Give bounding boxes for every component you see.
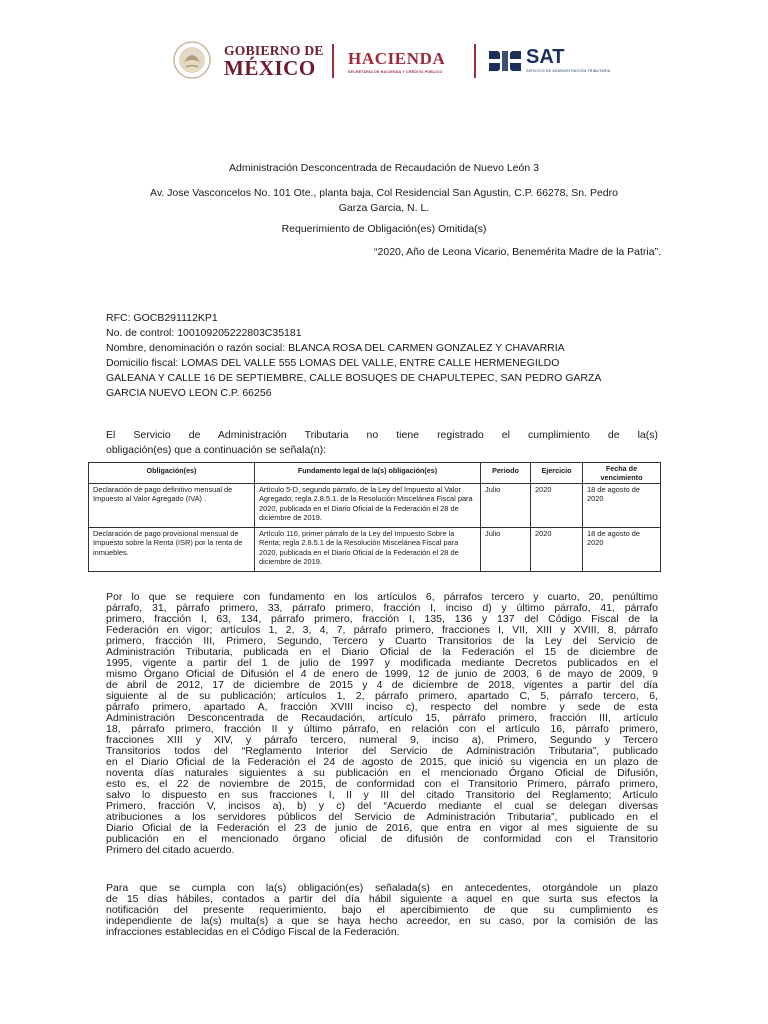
cell-ejercicio: 2020 — [531, 484, 583, 528]
paragraph-line: párrafo primero, apartado A, fracción XVIII inciso c), respecto del nombre y sede de esta — [106, 701, 658, 713]
paragraph-line: párrafo, 31, párrafo primero, 33, párrafo primero, fracción I, inciso d) y último párrafo, 41, párrafo — [106, 602, 658, 614]
paragraph-line: Primero, fracción V, incisos a), b) y c) del “Acuerdo mediante el cual se delegan diversas — [106, 800, 658, 812]
fiscal-address-line1: Domicilio fiscal: LOMAS DEL VALLE 555 LOMAS DEL VALLE, ENTRE CALLE HERMENEGILDO — [106, 357, 560, 369]
cell-periodo: Julio — [481, 528, 531, 572]
paragraph-line: de 15 días hábiles, contados a partir del día hábil siguiente a aquel en que surta sus efectos la — [106, 893, 658, 905]
cell-vencimiento: 18 de agosto de 2020 — [583, 484, 661, 528]
paragraph-line: Administración Desconcentrada de Recaudación, artículo 15, párrafo primero, fracción III, artículo — [106, 712, 658, 724]
header-fecha-line2: vencimiento — [600, 473, 643, 482]
cell-obligacion: Declaración de pago definitivo mensual de Impuesto al Valor Agregado (IVA) . — [89, 484, 255, 528]
paragraph-line: 18, párrafo primero, fracción II y último párrafo, en relación con el artículo 16, párrafo primero, — [106, 723, 658, 735]
paragraph-line: Diario Oficial de la Federación el 23 de junio de 2016, que entra en vigor al mes siguiente de su — [106, 822, 658, 834]
paragraph-line: publicación en el mencionado órgano oficial de difusión de conformidad con el Transitorio — [106, 833, 658, 845]
logo-divider — [474, 44, 476, 78]
letterhead — [168, 38, 638, 84]
cell-fundamento: Artículo 5-D, segundo párrafo, de la Ley del Impuesto al Valor Agregado; regla 2.8.5.1. de la Resolución Miscelánea Fiscal para 2020, publicada en el Diario Oficial de la Federación el 28 de diciembre de 2019. — [255, 484, 481, 528]
cell-ejercicio: 2020 — [531, 528, 583, 572]
cell-periodo: Julio — [481, 484, 531, 528]
paragraph-line: esto es, el 22 de noviembre de 2015, de conformidad con el Transitorio Primero, párrafo primero, — [106, 778, 658, 790]
hacienda-logo — [348, 49, 445, 74]
paragraph-line: notificación del presente requerimiento, bajo el apercibimiento de que su cumplimiento es — [106, 904, 658, 916]
intro-line1: El Servicio de Administración Tributaria no tiene registrado el cumplimiento de la(s) — [106, 429, 658, 441]
intro-line2: obligación(es) que a continuación se señala(n): — [106, 444, 327, 456]
paragraph-line: salvo lo dispuesto en sus fracciones I, II y III del citado Transitorio del Reglamento; Artículo — [106, 789, 658, 801]
table-row — [89, 528, 661, 572]
national-eagle-icon — [172, 40, 212, 80]
rfc: RFC: GOCB291112KP1 — [106, 312, 218, 324]
office-name: Administración Desconcentrada de Recaudación de Nuevo León 3 — [229, 162, 539, 174]
header-periodo: Periodo — [481, 463, 531, 484]
paragraph-line: mismo Órgano Oficial de Difusión el 4 de enero de 1999, 12 de junio de 2003, 6 de mayo de 2009, 9 — [106, 668, 658, 680]
paragraph-line: Para que se cumpla con la(s) obligación(es) señalada(s) en antecedentes, otorgándole un plazo — [106, 882, 658, 894]
cell-vencimiento: 18 de agosto de 2020 — [583, 528, 661, 572]
gobierno-de-mexico-logo — [168, 38, 328, 84]
header-fundamento: Fundamento legal de la(s) obligación(es) — [255, 463, 481, 484]
document-subject: Requerimiento de Obligación(es) Omitida(s) — [281, 223, 487, 235]
paragraph-line: en el Diario Oficial de la Federación el 24 de agosto de 2015, que inició su vigencia en un plazo de — [106, 756, 658, 768]
sat-emblem-icon — [488, 47, 522, 75]
hacienda-title: HACIENDA — [348, 49, 446, 68]
paragraph-line: fracciones XIII y XIV, y párrafo tercero, numeral 9, inciso a), Primero, Segundo y Tercero — [106, 734, 658, 746]
fiscal-address-line2: GALEANA Y CALLE 16 DE SEPTIEMBRE, CALLE BOSUQES DE CHAPULTEPEC, SAN PEDRO GARZA — [106, 372, 602, 384]
table-header-row — [89, 463, 661, 484]
paragraph-line: Primero del citado acuerdo. — [106, 844, 235, 856]
hacienda-subtitle: SECRETARÍA DE HACIENDA Y CRÉDITO PÚBLICO — [348, 70, 443, 74]
sat-title: SAT — [526, 46, 565, 68]
paragraph-line: independiente de la(s) multa(s) a que se haya hecho acreedor, en su caso, por la comisión de las — [106, 915, 658, 927]
cell-obligacion: Declaración de pago provisional mensual de Impuesto sobre la Renta (ISR) por la renta de inmuebles. — [89, 528, 255, 572]
logo-divider — [332, 44, 334, 78]
paragraph-line: 1995, vigente a partir del 1 de julio de 1997 y modificada mediante Decretos publicados en el — [106, 657, 658, 669]
paragraph-line: Administración Tributaria, publicada en el Diario Oficial de la Federación el 15 de diciembre de — [106, 646, 658, 658]
office-address-line1: Av. Jose Vasconcelos No. 101 Ote., planta baja, Col Residencial San Agustin, C.P. 66278, Sn. Pedro — [150, 187, 618, 199]
gobierno-line2: MÉXICO — [224, 56, 316, 80]
paragraph-line: Por lo que se requiere con fundamento en los artículos 6, párrafos tercero y cuarto, 20, penúltimo — [106, 591, 658, 603]
paragraph-line: Transitorios todos del “Reglamento Interior del Servicio de Administración Tributaria”, publicado — [106, 745, 658, 757]
table-row — [89, 484, 661, 528]
cell-fundamento: Artículo 116, primer párrafo de la Ley del Impuesto Sobre la Renta; regla 2.8.5.1 de la Resolución Miscelánea Fiscal para 2020, publicada en el Diario Oficial de la Federación el 28 de diciembre de 2019. — [255, 528, 481, 572]
paragraph-line: infracciones establecidas en el Código Fiscal de la Federación. — [106, 926, 400, 938]
paragraph-line: de abril de 2012, 17 de diciembre de 2015 y 4 de diciembre de 2018, vigentes a partir del día — [106, 679, 658, 691]
paragraph-line: noventa días naturales siguientes a su publicación en el mencionado Órgano Oficial de Difusión, — [106, 767, 658, 779]
header-fecha-vencimiento — [583, 463, 661, 484]
paragraph-line: siguiente al de su publicación; artículos 1, 2, párrafo primero, apartado C, 5, párrafo tercero, 6, — [106, 690, 658, 702]
header-ejercicio: Ejercicio — [531, 463, 583, 484]
fiscal-address-line3: GARCIA NUEVO LEON C.P. 66256 — [106, 387, 272, 399]
header-obligacion: Obligación(es) — [89, 463, 255, 484]
gobierno-line1: GOBIERNO DE — [224, 43, 324, 58]
taxpayer-name: Nombre, denominación o razón social: BLANCA ROSA DEL CARMEN GONZALEZ Y CHAVARRIA — [106, 342, 565, 354]
sat-subtitle: SERVICIO DE ADMINISTRACIÓN TRIBUTARIA — [526, 69, 611, 73]
office-address-line2: Garza Garcia, N. L. — [338, 202, 430, 214]
paragraph-line: atribuciones a los servidores públicos del Servicio de Administración Tributaria”, publicado en el — [106, 811, 658, 823]
obligations-table — [88, 462, 661, 572]
paragraph-line: primero, fracción III, Primero, Segundo, Tercero y Cuarto Transitorios de la Ley del Servicio de — [106, 635, 658, 647]
control-number: No. de control: 100109205222803C35181 — [106, 327, 302, 339]
official-motto: “2020, Año de Leona Vicario, Benemérita Madre de la Patria”. — [374, 246, 661, 258]
paragraph-line: primero, fracción I, 63, 134, párrafo primero, fracción I, 135, 136 y 137 del Código Fiscal de la — [106, 613, 658, 625]
paragraph-line: Federación en vigor; artículos 1, 2, 3, 4, 7, párrafo primero, fracciones I, VII, XIII y XVIII, 8, párrafo — [106, 624, 658, 636]
header-fecha-line1: Fecha de — [605, 464, 638, 473]
